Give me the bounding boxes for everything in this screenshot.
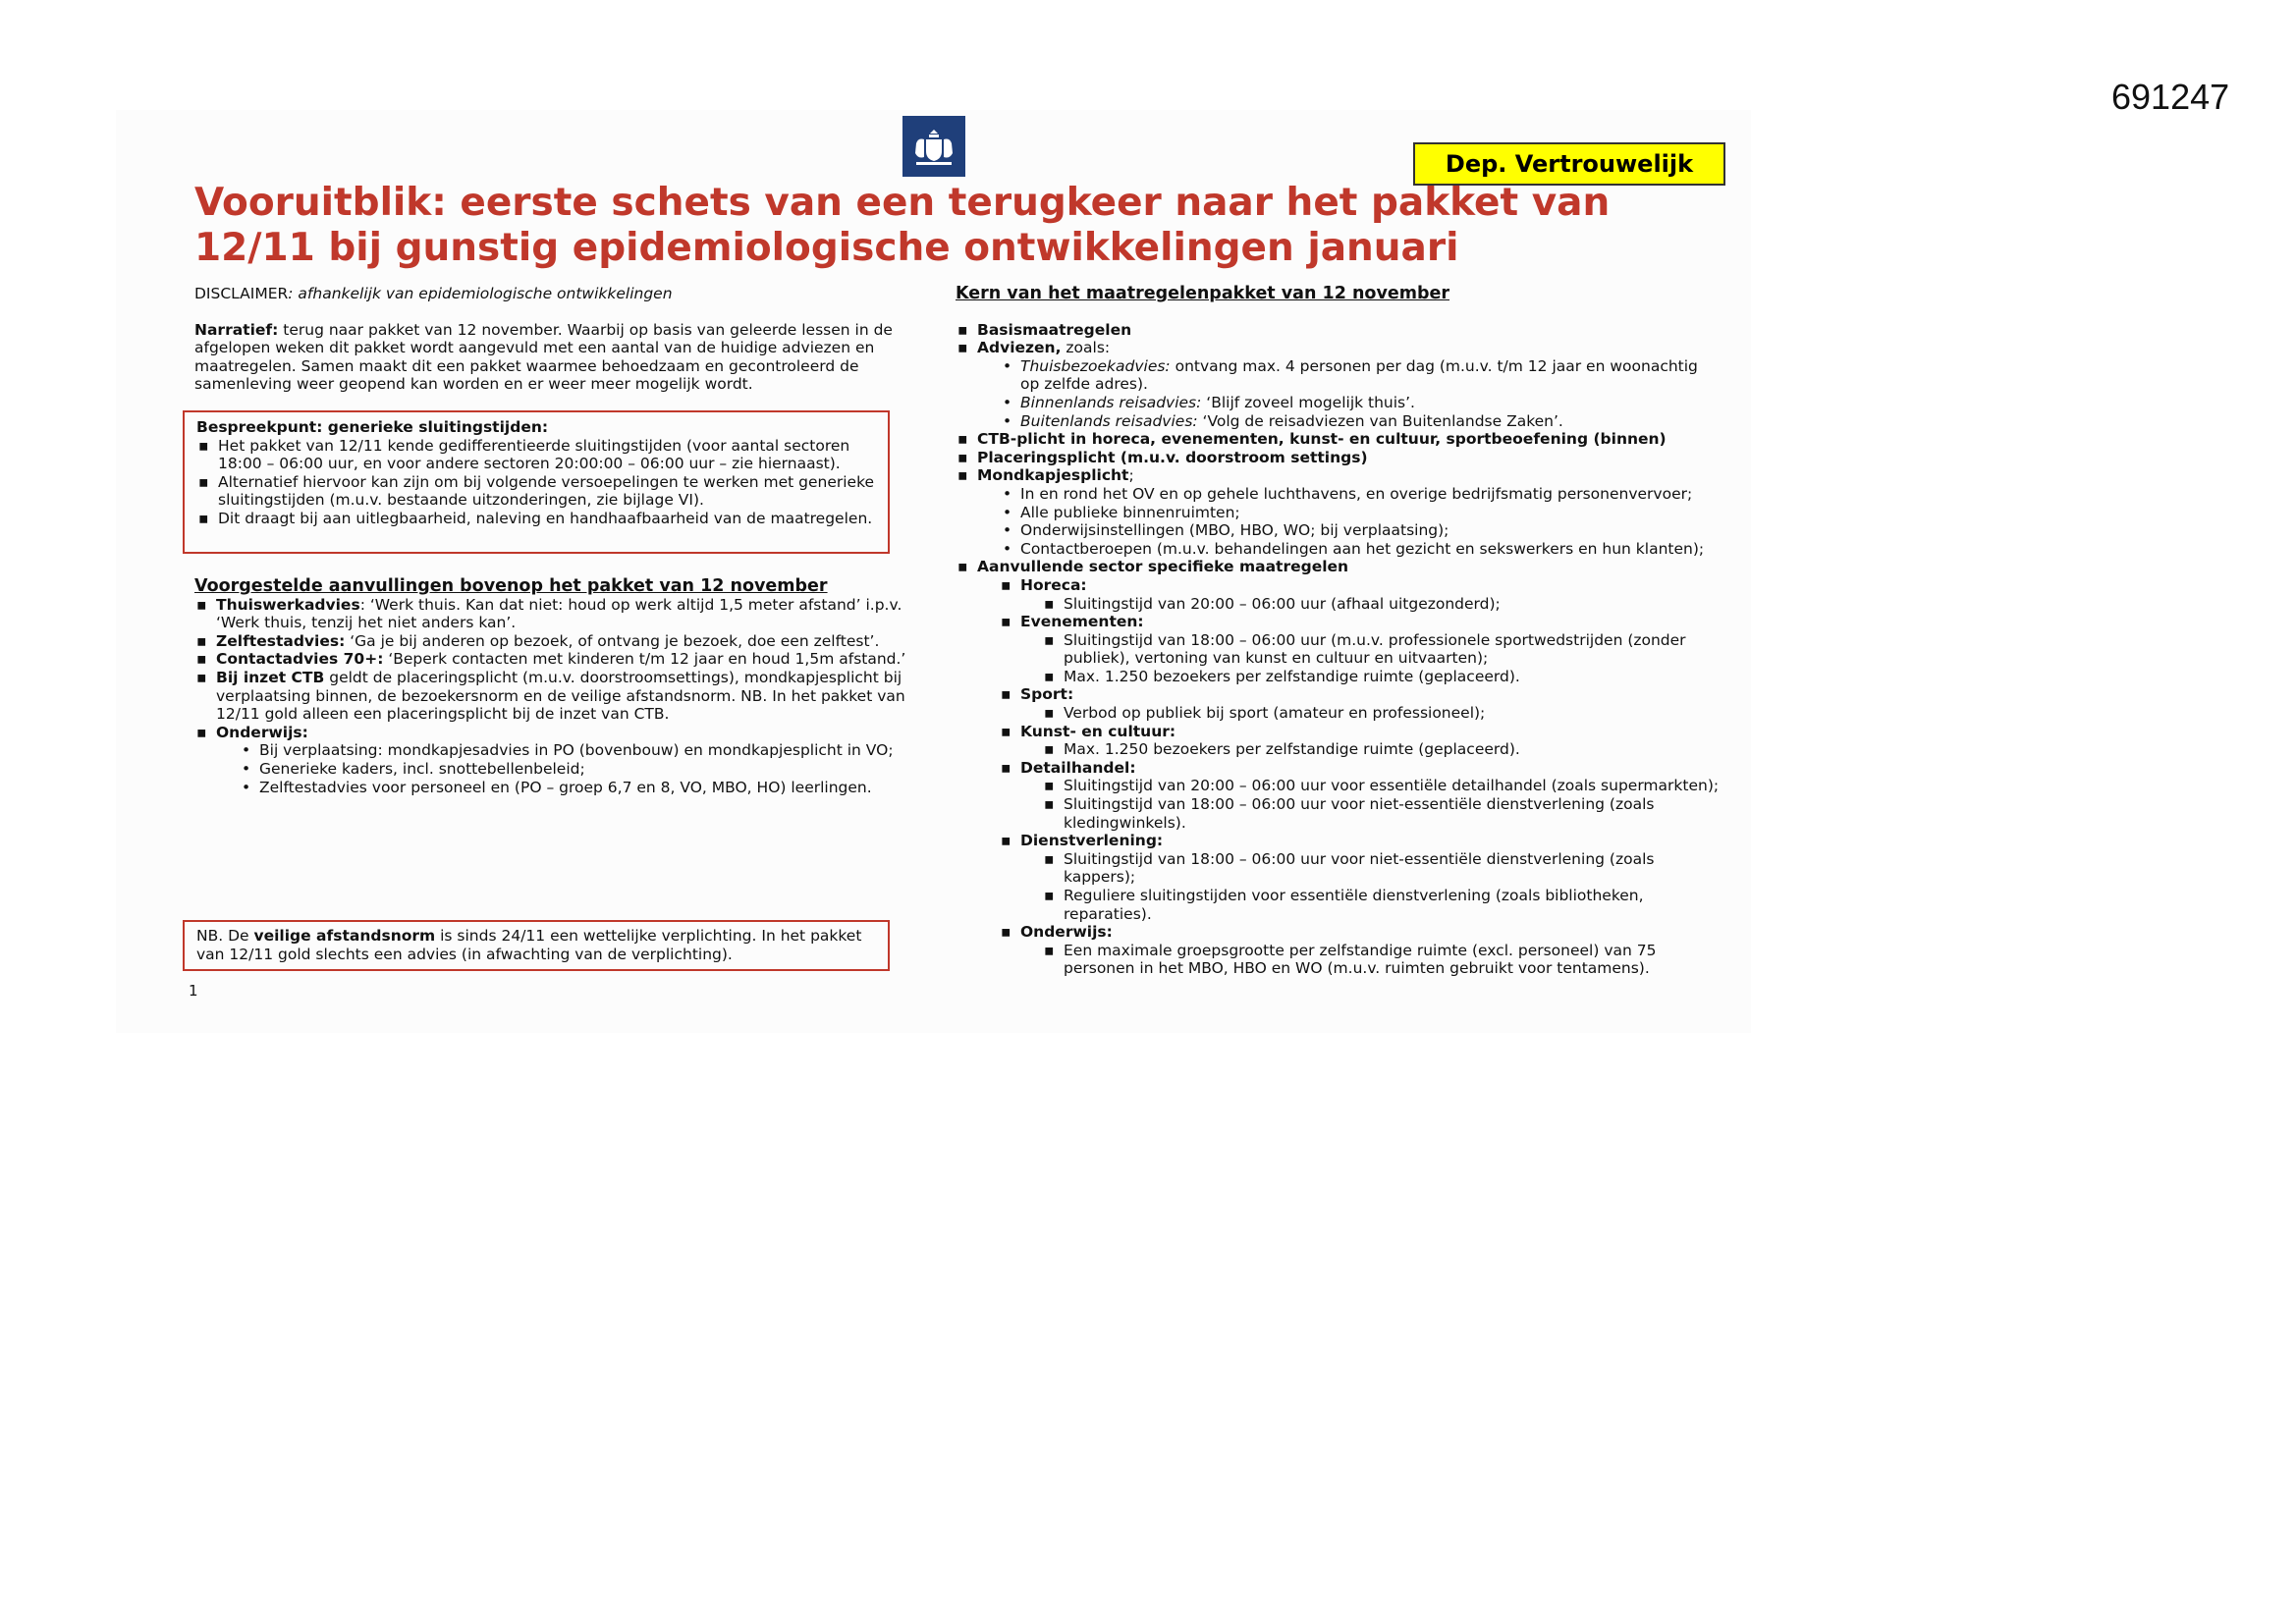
item-label: Zelftestadvies: xyxy=(216,631,346,650)
list-item xyxy=(194,669,931,724)
kern-list xyxy=(956,321,1722,978)
item-label: Thuisbezoekadvies: xyxy=(1020,356,1171,375)
item-label: CTB-plicht in horeca, evenementen, kunst- en cultuur, sportbeoefening (binnen) xyxy=(977,430,1667,449)
item-label: Onderwijs: xyxy=(216,723,308,741)
item-text: ontvang max. 4 personen per dag (m.u.v. t/m 12 jaar en woonachtig op zelfde adres). xyxy=(1020,356,1698,394)
item-label: Buitenlands reisadvies: xyxy=(1020,411,1198,430)
list-item: • Contactberoepen (m.u.v. behandelingen aan het gezicht en sekswerkers en hun klanten); xyxy=(999,540,1722,559)
list-item xyxy=(999,394,1722,412)
list-item xyxy=(999,412,1722,431)
nb-bold: veilige afstandsnorm xyxy=(253,927,436,945)
sector-name: Sport: xyxy=(1020,685,1074,704)
item-text: ‘Volg de reisadviezen van Buitenlandse Zaken’. xyxy=(1197,411,1563,430)
sector-name: Horeca: xyxy=(1020,575,1087,594)
list-item xyxy=(194,632,931,651)
title-line-2: 12/11 bij gunstig epidemiologische ontwikkelingen januari xyxy=(194,226,1459,270)
item-label: Placeringsplicht (m.u.v. doorstroom settings) xyxy=(977,448,1368,466)
list-item xyxy=(956,321,1722,340)
disclaimer-text: : afhankelijk van epidemiologische ontwikkelingen xyxy=(288,285,673,302)
item-label: Aanvullende sector specifieke maatregelen xyxy=(977,558,1349,576)
aanvullingen-list xyxy=(194,596,931,797)
sector-dienstverlening xyxy=(999,832,1722,923)
nb-suffix: is sinds 24/11 een wettelijke verplichting. In het pakket van 12/11 gold slechts een advies (in afwachting van de verplichting). xyxy=(196,927,862,963)
sector-items xyxy=(1020,777,1722,832)
disclaimer xyxy=(194,285,931,303)
sector-items xyxy=(1020,740,1722,759)
item-text: ‘Blijf zoveel mogelijk thuis’. xyxy=(1201,393,1415,411)
list-item: ▪ Reguliere sluitingstijden voor essentiële dienstverlening (zoals bibliotheken, reparaties). xyxy=(1042,887,1722,923)
sector-items xyxy=(1020,704,1722,723)
bespreekpunt-box xyxy=(183,410,890,554)
sector-items xyxy=(1020,850,1722,923)
sector-items xyxy=(1020,631,1722,686)
list-item xyxy=(956,558,1722,978)
list-item: • Onderwijsinstellingen (MBO, HBO, WO; bij verplaatsing); xyxy=(999,521,1722,540)
list-item: ▪ Mondkapjesplicht; • In en rond het OV en op gehele luchthavens, en overige bedrijfsmatig personenvervoer; • Alle publieke binnenruimten; • Onderwijsinstellingen (MBO, HBO, WO; bij verplaatsing); • Contactberoepen (m.u.v. behandelingen aan het gezicht en sekswerkers en hun klanten); xyxy=(956,466,1722,558)
kern-heading: Kern van het maatregelenpakket van 12 november xyxy=(956,284,1449,303)
sector-name: Detailhandel: xyxy=(1020,758,1136,777)
item-text: ‘Beperk contacten met kinderen t/m 12 jaar en houd 1,5m afstand.’ xyxy=(383,650,906,669)
document-number: 691247 xyxy=(2111,77,2230,117)
nb-prefix: NB. De xyxy=(196,927,254,945)
sector-horeca xyxy=(999,576,1722,613)
item-label: Bij inzet CTB xyxy=(216,668,325,686)
adviezen-sublist xyxy=(977,357,1722,430)
page-title xyxy=(194,181,1618,271)
item-text: : ‘Werk thuis. Kan dat niet: houd op werk altijd 1,5 meter afstand’ i.p.v. ‘Werk thuis, tenzij het niet anders kan’. xyxy=(216,595,902,632)
item-label: Basismaatregelen xyxy=(977,320,1132,339)
item-label: Contactadvies 70+: xyxy=(216,650,384,669)
sector-items xyxy=(1020,942,1722,978)
mondkapjes-sublist xyxy=(977,485,1722,558)
list-item: • In en rond het OV en op gehele luchthavens, en overige bedrijfsmatig personenvervoer; xyxy=(999,485,1722,504)
list-item: • Generieke kaders, incl. snottebellenbeleid; xyxy=(238,760,931,779)
list-item xyxy=(956,449,1722,467)
item-label: Binnenlands reisadvies: xyxy=(1020,393,1202,411)
list-item: ▪ Sluitingstijd van 18:00 – 06:00 uur voor niet-essentiële dienstverlening (zoals kappers); xyxy=(1042,850,1722,887)
list-item: ▪ Alternatief hiervoor kan zijn om bij volgende versoepelingen te werken met generieke sluitingstijden (m.u.v. bestaande uitzonderingen, zie bijlage VI). xyxy=(196,473,876,510)
sector-name: Onderwijs: xyxy=(1020,923,1113,942)
list-item: ▪ Het pakket van 12/11 kende gedifferentieerde sluitingstijden (voor aantal sectoren 18:00 – 06:00 uur, en voor andere sectoren 20:00:00 – 06:00 uur – zie hiernaast). xyxy=(196,437,876,473)
sector-name: Kunst- en cultuur: xyxy=(1020,722,1176,740)
list-item: • Zelftestadvies voor personeel en (PO – groep 6,7 en 8, VO, MBO, HO) leerlingen. xyxy=(238,779,931,797)
list-item: ▪ Verbod op publiek bij sport (amateur en professioneel); xyxy=(1042,704,1722,723)
list-item xyxy=(956,430,1722,449)
sector-name: Dienstverlening: xyxy=(1020,832,1164,850)
sector-evenementen xyxy=(999,613,1722,685)
list-item: ▪ Sluitingstijd van 20:00 – 06:00 uur voor essentiële detailhandel (zoals supermarkten); xyxy=(1042,777,1722,795)
aanvullingen-section xyxy=(194,577,931,796)
list-item xyxy=(194,724,931,796)
item-label: Mondkapjesplicht xyxy=(977,466,1129,485)
bespreekpunt-list xyxy=(196,437,876,528)
item-label: Thuiswerkadvies xyxy=(216,595,360,614)
sector-onderwijs xyxy=(999,923,1722,978)
list-item xyxy=(956,339,1722,430)
list-item: • Bij verplaatsing: mondkapjesadvies in PO (bovenbouw) en mondkapjesplicht in VO; xyxy=(238,741,931,760)
list-item xyxy=(999,357,1722,394)
list-item: ▪ Sluitingstijd van 18:00 – 06:00 uur (m.u.v. professionele sportwedstrijden (zonder publiek), vertoning van kunst en cultuur en uitvaarten); xyxy=(1042,631,1722,668)
list-item: ▪ Max. 1.250 bezoekers per zelfstandige ruimte (geplaceerd). xyxy=(1042,740,1722,759)
narratief-label: Narratief: xyxy=(194,320,279,339)
list-item: ▪ Een maximale groepsgrootte per zelfstandige ruimte (excl. personeel) van 75 personen in het MBO, HBO en WO (m.u.v. ruimten gebruikt voor tentamens). xyxy=(1042,942,1722,978)
sector-items xyxy=(1020,595,1722,614)
page-number: 1 xyxy=(189,982,198,1000)
disclaimer-label: DISCLAIMER xyxy=(194,285,289,302)
aanvullingen-heading: Voorgestelde aanvullingen bovenop het pakket van 12 november xyxy=(194,576,828,596)
left-column xyxy=(194,285,931,394)
item-text: zoals: xyxy=(1061,339,1111,357)
list-item: ▪ Dit draagt bij aan uitlegbaarheid, naleving en handhaafbaarheid van de maatregelen. xyxy=(196,510,876,528)
sector-kunst-cultuur xyxy=(999,723,1722,759)
item-text: ‘Ga je bij anderen op bezoek, of ontvang je bezoek, doe een zelftest’. xyxy=(345,631,880,650)
list-item: ▪ Sluitingstijd van 18:00 – 06:00 uur voor niet-essentiële dienstverlening (zoals kledingwinkels). xyxy=(1042,795,1722,832)
bespreekpunt-heading: Bespreekpunt: generieke sluitingstijden: xyxy=(196,418,549,436)
list-item: • Alle publieke binnenruimten; xyxy=(999,504,1722,522)
list-item: ▪ Max. 1.250 bezoekers per zelfstandige ruimte (geplaceerd). xyxy=(1042,668,1722,686)
narratief-text: terug naar pakket van 12 november. Waarbij op basis van geleerde lessen in de afgelopen weken dit pakket wordt aangevuld met een aantal van de huidige adviezen en maatregelen. Samen maakt dit een pakket waarmee behoedzaam en gecontroleerd de samenleving weer geopend kan worden en er weer meer mogelijk wordt. xyxy=(194,320,893,394)
list-item xyxy=(194,596,931,632)
sector-detailhandel xyxy=(999,759,1722,832)
onderwijs-sublist xyxy=(216,741,931,796)
list-item xyxy=(194,650,931,669)
item-text: geldt de placeringsplicht (m.u.v. doorstroomsettings), mondkapjesplicht bij verplaatsing binnen, de bezoekersnorm en de veilige afstandsnorm. NB. In het pakket van 12/11 gold alleen een placeringsplicht bij de inzet van CTB. xyxy=(216,668,905,724)
nb-box xyxy=(183,920,890,971)
sector-list xyxy=(977,576,1722,978)
title-line-1: Vooruitblik: eerste schets van een terugkeer naar het pakket van xyxy=(194,181,1611,225)
right-column xyxy=(956,285,1722,978)
list-item: ▪ Sluitingstijd van 20:00 – 06:00 uur (afhaal uitgezonderd); xyxy=(1042,595,1722,614)
coat-of-arms-icon xyxy=(902,116,965,177)
narratief-paragraph xyxy=(194,321,931,394)
classification-label: Dep. Vertrouwelijk xyxy=(1413,142,1725,186)
item-label: Adviezen, xyxy=(977,339,1062,357)
sector-name: Evenementen: xyxy=(1020,613,1144,631)
sector-sport xyxy=(999,685,1722,722)
